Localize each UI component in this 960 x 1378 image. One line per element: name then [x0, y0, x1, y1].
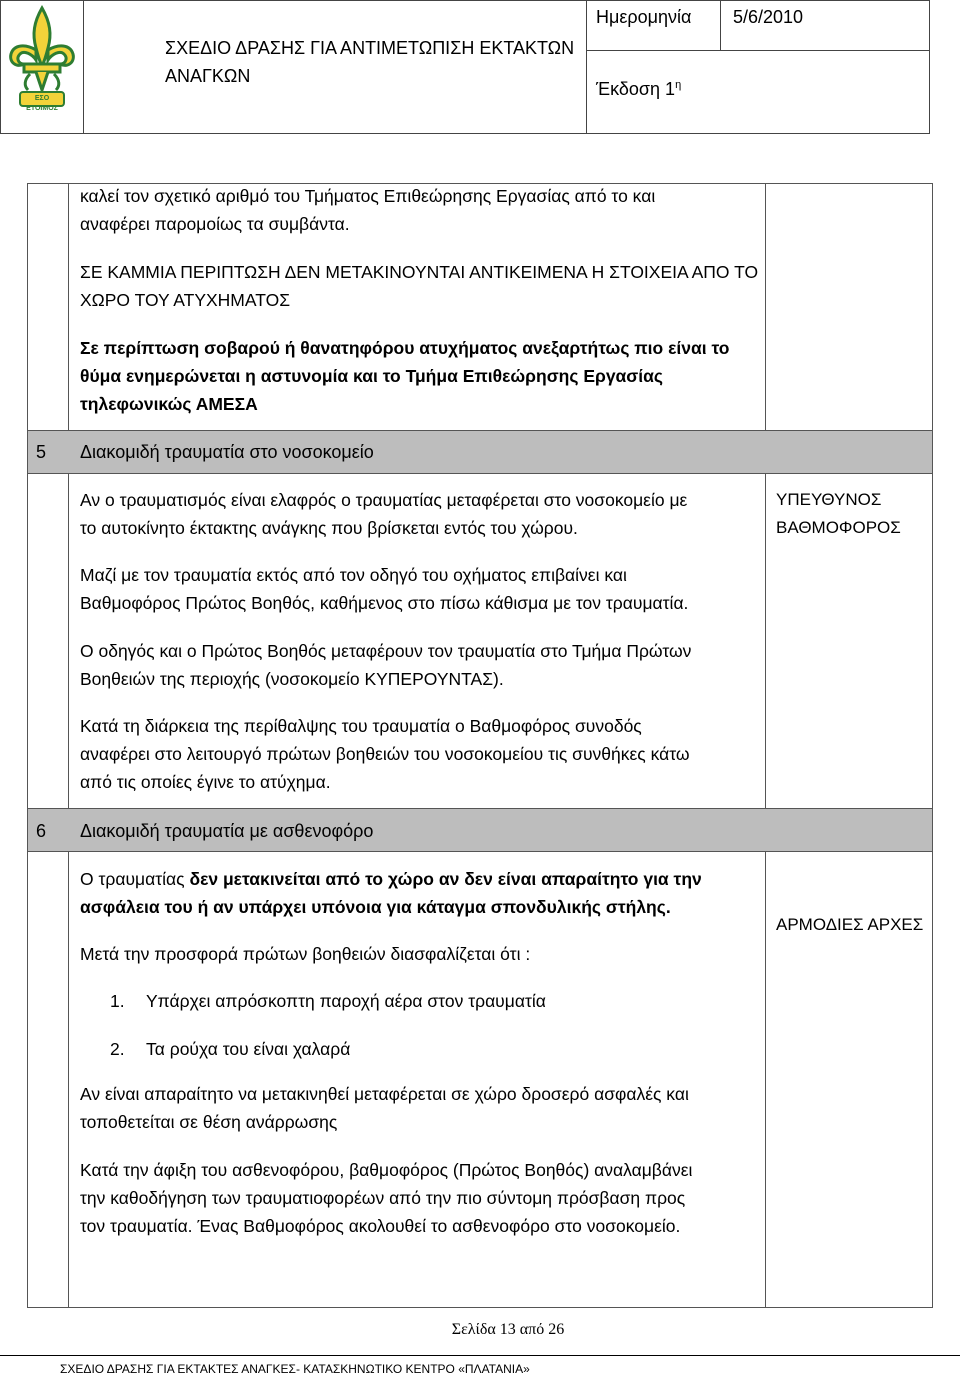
section5-paragraph	[80, 637, 760, 693]
text-line: τοποθετείται σε θέση ανάρρωσης	[80, 1112, 338, 1132]
text-line: Βοηθειών της περιοχής (νοσοκομείο ΚΥΠΕΡΟΥΝΤΑΣ).	[80, 669, 504, 689]
text-line: ασφάλεια του ή αν υπάρχει υπόνοια για κάταγμα σπονδυλικής στήλης.	[80, 897, 671, 917]
footer-text: ΣΧΕΔΙΟ ΔΡΑΣΗΣ ΓΙΑ ΕΚΤΑΚΤΕΣ ΑΝΑΓΚΕΣ- ΚΑΤΑΣΚΗΝΩΤΙΚΟ ΚΕΝΤΡΟ «ΠΛΑΤΑΝΙΑ»	[60, 1362, 530, 1376]
text-line: ΧΩΡΟ ΤΟΥ ΑΤΥΧΗΜΑΤΟΣ	[80, 290, 291, 310]
section6-paragraph	[80, 1080, 760, 1136]
version-sup: η	[675, 79, 682, 91]
table-column-divider	[68, 183, 69, 1308]
warning-paragraph	[80, 258, 760, 314]
date-label: Ημερομηνία	[596, 7, 692, 27]
text-line: καλεί τον σχετικό αριθμό του Τμήματος Επιθεώρησης Εργασίας από το και	[80, 186, 656, 206]
footer-divider	[0, 1355, 960, 1356]
document-title	[165, 34, 575, 90]
section6-paragraph	[80, 865, 760, 921]
text-line: Κατά τη διάρκεια της περίθαλψης του τραυματία ο Βαθμοφόρος συνοδός	[80, 716, 642, 736]
responsible-party	[776, 486, 926, 542]
version-text: Έκδοση 1	[596, 79, 676, 99]
text-line: Ο οδηγός και ο Πρώτος Βοηθός μεταφέρουν τον τραυματία στο Τμήμα Πρώτων	[80, 641, 692, 661]
section-title: Διακομιδή τραυματία με ασθενοφόρο	[80, 821, 374, 841]
text-line: Σε περίπτωση σοβαρού ή θανατηφόρου ατυχήματος ανεξαρτήτως πιο είναι το	[80, 338, 730, 358]
responsible-party: ΑΡΜΟΔΙΕΣ ΑΡΧΕΣ	[776, 915, 924, 934]
header-divider	[83, 0, 84, 134]
text-line: ΒΑΘΜΟΦΟΡΟΣ	[776, 518, 901, 537]
text-line: το αυτοκίνητο έκτακτης ανάγκης που βρίσκεται εντός του χώρου.	[80, 518, 578, 538]
header-divider	[586, 0, 587, 134]
text-line: από τις οποίες έγινε το ατύχημα.	[80, 772, 331, 792]
text-line: θύμα ενημερώνεται η αστυνομία και το Τμήμα Επιθεώρησης Εργασίας	[80, 366, 664, 386]
section-number: 5	[36, 442, 47, 462]
page-number: Σελίδα 13 από 26	[451, 1321, 565, 1338]
table-column-divider	[765, 183, 766, 1308]
list-item: Υπάρχει απρόσκοπτη παροχή αέρα στον τραυματία	[146, 991, 546, 1011]
version-label	[596, 72, 681, 102]
section5-paragraph	[80, 712, 760, 796]
title-line: ΑΝΑΓΚΩΝ	[165, 66, 251, 86]
text-line: ΥΠΕΥΘΥΝΟΣ	[776, 490, 882, 509]
date-value: 5/6/2010	[733, 7, 804, 27]
text-line: αναφέρει παρομοίως τα συμβάντα.	[80, 214, 350, 234]
text-line: αναφέρει στο λειτουργό πρώτων βοηθειών του νοσοκομείου τις συνθήκες κάτω	[80, 744, 690, 764]
bold-text: δεν μετακινείται από το χώρο αν δεν είναι απαραίτητο για την	[189, 869, 702, 889]
section5-paragraph	[80, 486, 760, 542]
list-number: 2.	[110, 1039, 125, 1059]
list-number: 1.	[110, 991, 125, 1011]
section6-paragraph: Μετά την προσφορά πρώτων βοηθειών διασφαλίζεται ότι :	[80, 944, 531, 964]
section6-paragraph	[80, 1156, 760, 1240]
text-line: Βαθμοφόρος Πρώτος Βοηθός, καθήμενος στο πίσω κάθισμα με τον τραυματία.	[80, 593, 689, 613]
scout-logo-icon	[6, 4, 78, 112]
serious-accident-paragraph	[80, 334, 760, 418]
text-line: την καθοδήγηση των τραυματιοφορέων από την πιο σύντομη πρόσβαση προς	[80, 1188, 686, 1208]
text-line: τηλεφωνικώς ΑΜΕΣΑ	[80, 394, 258, 414]
text-line: Αν είναι απαραίτητο να μετακινηθεί μεταφέρεται σε χώρο δροσερό ασφαλές και	[80, 1084, 689, 1104]
text-line: Κατά την άφιξη του ασθενοφόρου, βαθμοφόρος (Πρώτος Βοηθός) αναλαμβάνει	[80, 1160, 693, 1180]
text-line: Αν ο τραυματισμός είναι ελαφρός ο τραυματίας μεταφέρεται στο νοσοκομείο με	[80, 490, 688, 510]
text-span: Ο τραυματίας	[80, 869, 190, 889]
section5-paragraph	[80, 561, 760, 617]
list-item: Τα ρούχα του είναι χαλαρά	[146, 1039, 351, 1059]
title-line: ΣΧΕΔΙΟ ΔΡΑΣΗΣ ΓΙΑ ΑΝΤΙΜΕΤΩΠΙΣΗ ΕΚΤΑΚΤΩΝ	[165, 38, 575, 58]
header-divider	[720, 0, 721, 50]
text-line: Μαζί με τον τραυματία εκτός από τον οδηγό του οχήματος επιβαίνει και	[80, 565, 627, 585]
header-divider	[586, 50, 930, 51]
section-title: Διακομιδή τραυματία στο νοσοκομείο	[80, 442, 374, 462]
section-number: 6	[36, 821, 47, 841]
logo-motto: ΕΣΟ ΕΤΟΙΜΟΣ	[26, 95, 58, 112]
text-line: τον τραυματία. Ένας Βαθμοφόρος ακολουθεί το ασθενοφόρο στο νοσοκομείο.	[80, 1216, 681, 1236]
text-line: ΣΕ ΚΑΜΜΙΑ ΠΕΡΙΠΤΩΣΗ ΔΕΝ ΜΕΤΑΚΙΝΟΥΝΤΑΙ ΑΝΤΙΚΕΙΜΕΝΑ Η ΣΤΟΙΧΕΙΑ ΑΠΟ ΤΟ	[80, 262, 759, 282]
text-line	[80, 865, 760, 893]
intro-paragraph	[80, 182, 760, 238]
